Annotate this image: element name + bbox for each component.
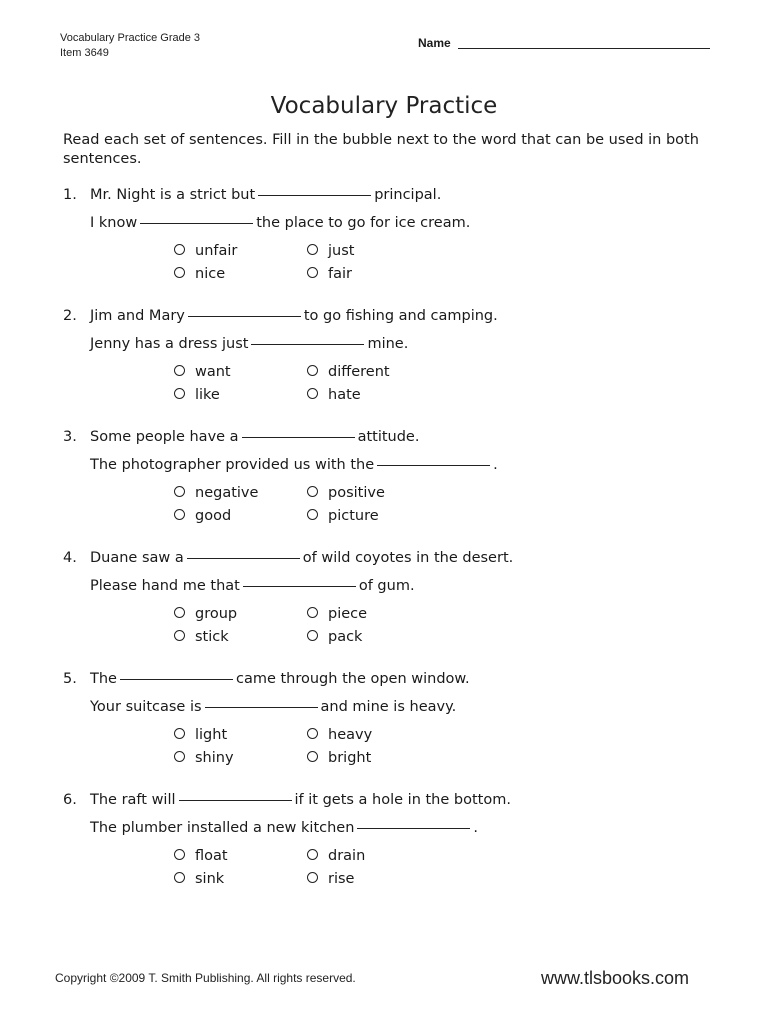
option[interactable]: want — [174, 364, 231, 380]
sentence-2: Your suitcase is and mine is heavy. — [90, 699, 457, 715]
bubble-icon[interactable] — [174, 728, 185, 739]
option[interactable]: sink — [174, 871, 224, 887]
option[interactable]: piece — [307, 606, 367, 622]
instructions: Read each set of sentences. Fill in the bubble next to the word that can be used in both sentences. — [63, 132, 699, 167]
sentence-2: I know the place to go for ice cream. — [90, 215, 471, 231]
name-label: Name — [418, 36, 451, 50]
answer-blank — [258, 195, 371, 196]
option[interactable]: shiny — [174, 750, 234, 766]
sentence-2: Jenny has a dress just mine. — [90, 336, 409, 352]
sentence-1: Duane saw a of wild coyotes in the desert. — [90, 550, 514, 566]
answer-blank — [205, 707, 318, 708]
question-number: 6. — [63, 792, 77, 808]
bubble-icon[interactable] — [174, 509, 185, 520]
option[interactable]: stick — [174, 629, 229, 645]
bubble-icon[interactable] — [307, 267, 318, 278]
sentence-2: The photographer provided us with the . — [90, 457, 498, 473]
option[interactable]: nice — [174, 266, 225, 282]
answer-blank — [242, 437, 355, 438]
bubble-icon[interactable] — [307, 607, 318, 618]
option[interactable]: different — [307, 364, 390, 380]
copyright-notice: Copyright ©2009 T. Smith Publishing. All rights reserved. — [55, 971, 356, 985]
bubble-icon[interactable] — [174, 607, 185, 618]
question-number: 5. — [63, 671, 77, 687]
bubble-icon[interactable] — [307, 872, 318, 883]
bubble-icon[interactable] — [307, 728, 318, 739]
answer-blank — [357, 828, 470, 829]
option[interactable]: bright — [307, 750, 371, 766]
sentence-2: The plumber installed a new kitchen . — [90, 820, 479, 836]
item-number: Item 3649 — [60, 47, 109, 59]
sentence-2: Please hand me that of gum. — [90, 578, 415, 594]
bubble-icon[interactable] — [174, 388, 185, 399]
bubble-icon[interactable] — [174, 872, 185, 883]
answer-blank — [251, 344, 364, 345]
option[interactable]: drain — [307, 848, 365, 864]
option[interactable]: picture — [307, 508, 379, 524]
answer-blank — [377, 465, 490, 466]
option[interactable]: heavy — [307, 727, 372, 743]
sentence-1: The came through the open window. — [90, 671, 470, 687]
option[interactable]: hate — [307, 387, 361, 403]
bubble-icon[interactable] — [307, 509, 318, 520]
worksheet-subject: Vocabulary Practice Grade 3 — [60, 32, 201, 44]
bubble-icon[interactable] — [307, 365, 318, 376]
option[interactable]: unfair — [174, 243, 237, 259]
sentence-1: Some people have a attitude. — [90, 429, 420, 445]
bubble-icon[interactable] — [174, 630, 185, 641]
answer-blank — [243, 586, 356, 587]
option[interactable]: group — [174, 606, 237, 622]
answer-blank — [140, 223, 253, 224]
sentence-1: The raft will if it gets a hole in the bottom. — [90, 792, 511, 808]
option[interactable]: float — [174, 848, 228, 864]
question-number: 2. — [63, 308, 77, 324]
sentence-1: Mr. Night is a strict but principal. — [90, 187, 442, 203]
bubble-icon[interactable] — [307, 388, 318, 399]
bubble-icon[interactable] — [307, 486, 318, 497]
option[interactable]: rise — [307, 871, 354, 887]
bubble-icon[interactable] — [174, 244, 185, 255]
answer-blank — [187, 558, 300, 559]
option[interactable]: negative — [174, 485, 258, 501]
option[interactable]: light — [174, 727, 227, 743]
question-number: 4. — [63, 550, 77, 566]
question-number: 3. — [63, 429, 77, 445]
bubble-icon[interactable] — [174, 849, 185, 860]
option[interactable]: just — [307, 243, 354, 259]
option[interactable]: good — [174, 508, 231, 524]
sentence-1: Jim and Mary to go fishing and camping. — [90, 308, 498, 324]
website-link[interactable]: www.tlsbooks.com — [541, 968, 690, 988]
answer-blank — [120, 679, 233, 680]
answer-blank — [188, 316, 301, 317]
header-info — [60, 31, 200, 61]
bubble-icon[interactable] — [307, 751, 318, 762]
bubble-icon[interactable] — [307, 244, 318, 255]
option[interactable]: fair — [307, 266, 352, 282]
option[interactable]: like — [174, 387, 220, 403]
bubble-icon[interactable] — [174, 751, 185, 762]
name-field-line[interactable] — [458, 48, 710, 49]
page-title: Vocabulary Practice — [270, 93, 498, 119]
answer-blank — [179, 800, 292, 801]
bubble-icon[interactable] — [174, 267, 185, 278]
bubble-icon[interactable] — [307, 849, 318, 860]
bubble-icon[interactable] — [307, 630, 318, 641]
question-number: 1. — [63, 187, 77, 203]
option[interactable]: positive — [307, 485, 385, 501]
bubble-icon[interactable] — [174, 365, 185, 376]
option[interactable]: pack — [307, 629, 362, 645]
bubble-icon[interactable] — [174, 486, 185, 497]
